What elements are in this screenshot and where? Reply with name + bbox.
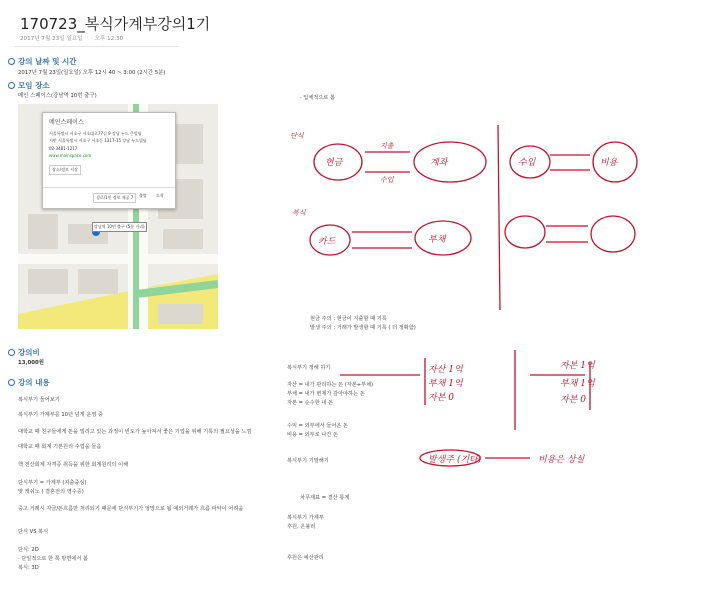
note-line: 복식부기 정해 하기: [287, 365, 331, 371]
note-line: 발생 주의 : 거래가 발생할 때 기록 ( 더 정확함): [310, 325, 416, 331]
hw-double: 복식: [292, 209, 306, 217]
map-pin-label: 강남역 10번 출구 (5분 거리): [92, 222, 147, 232]
hw-cash: 현금: [325, 158, 343, 168]
note-line: 대학교 때 회계 기본원리 수업을 들음: [18, 444, 102, 450]
hw-debt1: 부채 1억: [428, 379, 463, 389]
note-time: 오후 12:30: [94, 36, 124, 42]
money-icon: [8, 349, 15, 356]
note-line: 수익 = 외부에서 들어온 돈: [287, 423, 349, 429]
datetime-value: 2017년 7월 23일(일요일) 오후 12시 40 ~ 3:00 (2시간 5분): [18, 70, 166, 76]
hw-expense: 비용: [600, 158, 618, 168]
route-button[interactable]: 경로/1인 정보 제공 7: [93, 193, 136, 203]
note-line: 단식: 2D: [18, 547, 39, 553]
arrive-button[interactable]: 도착: [156, 193, 164, 198]
list-icon: [8, 379, 15, 386]
place-heading: 모임 장소: [8, 80, 50, 91]
note-line: 복식부기 가계부를 10년 넘게 운영 중: [18, 412, 104, 418]
hw-card: 카드: [318, 237, 336, 247]
divider: [14, 46, 179, 47]
hw-income: 수입: [518, 158, 536, 168]
hw-capital0: 자본 0: [428, 393, 454, 403]
phone: 02-3481-1217: [49, 146, 78, 151]
save-button[interactable]: 장소/정보 저장: [49, 165, 81, 175]
note-line: 단식부기 = 가계부 (지출중심): [18, 480, 87, 486]
depart-button[interactable]: 출발: [139, 193, 147, 198]
note-line: 자산 = 내가 관리하는 돈 (자본+부채): [287, 382, 374, 388]
note-line: 현금 주의 : 현금이 지출할 때 기록: [310, 316, 387, 322]
content-heading: 강의 내용: [8, 377, 50, 388]
hw-asset1: 자산 1억: [428, 365, 463, 375]
note-meta: [20, 34, 133, 42]
note-line: · 단일적으로 한 쪽 방면에서 봄: [18, 556, 89, 562]
note-line: 부채 = 내가 변제가 갚아야하는 돈: [287, 391, 365, 397]
note-line: 복식부기 기말해기: [287, 458, 329, 464]
note-line: 복식부기 가계부: [287, 515, 324, 521]
hw-capital2: 자본 0: [560, 395, 586, 405]
page-title: 170723_복식가계부강의1기: [20, 15, 211, 33]
place-value: 메인 스페이스(강남역 10번 출구): [18, 93, 97, 99]
handwritten-diagram: [280, 110, 720, 480]
note-line: 대학교 때 친구들에게 돈을 빌리고 있는 과정이 빈도가 높아져서 좋은 기업을 위해 기록의 필요성을 느낌: [18, 429, 252, 435]
datetime-heading: 강의 날짜 및 시간: [8, 56, 77, 67]
popup-divider: [43, 187, 175, 188]
fee-value: 13,000원: [18, 360, 45, 366]
hw-house: 부채: [428, 235, 446, 245]
hw-out: 지출: [380, 142, 394, 150]
hw-asset2: 자본 1억: [560, 361, 595, 371]
note-line: · 입체적으로 봄: [300, 95, 336, 101]
note-line: 단식 VS 복식: [18, 529, 49, 535]
place-popup: [42, 112, 176, 209]
place-name: 메인스페이스: [49, 119, 84, 126]
note-line: 중고 거래시 자금/돈흐름만 처리되기 때문에 단식부기가 엉망으로 됨 예외거래가 흐름 파악이 어려움: [18, 506, 244, 512]
note-line: 복식: 3D: [18, 565, 39, 571]
website-link[interactable]: www.mainspace.com: [49, 153, 92, 158]
note-line: 후원은 예산관리: [287, 555, 324, 561]
address1: 서울특별시 서초구 서초대로77길 9 강남 누드 큰빌딩: [49, 131, 142, 136]
note-line: 후원, 온불러: [287, 524, 316, 530]
hw-single: 단식: [290, 132, 304, 140]
hw-account: 계좌: [430, 158, 448, 168]
fee-heading: 강의비: [8, 347, 40, 358]
hw-debt2: 부채 1억: [560, 379, 595, 389]
hw-bottom2: 비용은 상실: [538, 455, 585, 465]
address2: 지번 서울특별시 서초구 서초동 1317-15 강남 누드빌딩: [49, 138, 147, 143]
note-date: 2017년 7월 23일 일요일: [20, 36, 83, 42]
hw-in: 수입: [380, 176, 394, 184]
note-line: 자본 = 순수한 내 돈: [287, 400, 334, 406]
note-line: 차무재표 = 결산 통계: [300, 495, 350, 501]
clock-icon: [8, 58, 15, 65]
people-icon: [8, 82, 15, 89]
note-line: 맞 캐쉬노 ( 결혼전의 영수증): [18, 489, 84, 495]
note-line: 비용 = 외부로 나간 돈: [287, 432, 339, 438]
note-line: 복식부기 들어보기: [18, 397, 60, 403]
hw-bottom1: 발생주 (기타): [428, 455, 482, 465]
note-line: 핵 전산회계 자격증 취득을 위한 회계원리의 이해: [18, 462, 129, 468]
